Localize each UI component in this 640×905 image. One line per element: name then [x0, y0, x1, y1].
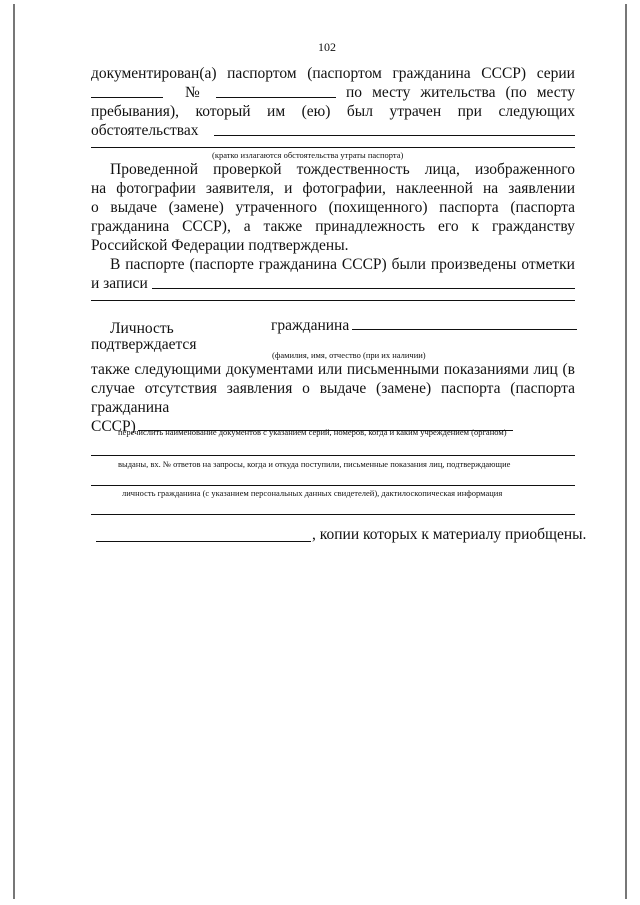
- circumstances-caption: (кратко излагаются обстоятельства утраты паспорта): [212, 150, 404, 160]
- s2-line2: на фотографии заявителя, и фотографии, наклеенной на заявлении: [91, 180, 575, 197]
- documents-caption-2: выданы, вх. № ответов на запросы, когда и откуда поступили, письменные показания лиц, подтверждающие: [118, 459, 511, 469]
- s4-line4: СССР): [91, 418, 136, 435]
- identity-label: Личность: [110, 320, 174, 337]
- s2-line5: Российской Федерации подтверждены.: [91, 237, 349, 254]
- records-line-1: [152, 288, 575, 289]
- citizen-label: гражданина: [271, 317, 350, 334]
- s4-line1: также следующими документами или письменными показаниями лиц (в: [91, 361, 575, 378]
- circumstances-line-1: [214, 135, 575, 136]
- s1-line1: документирован(а) паспортом (паспортом гражданина СССР) серии: [91, 65, 575, 82]
- circumstances-label: обстоятельствах: [91, 122, 199, 139]
- page-number: 102: [318, 40, 336, 54]
- number-sign: №: [185, 84, 200, 101]
- s1-line3: пребывания), который им (ею) был утрачен при следующих: [91, 103, 575, 120]
- s3-line1: В паспорте (паспорте гражданина СССР) были произведены отметки: [110, 256, 575, 273]
- documents-line-2: [91, 455, 575, 456]
- documents-line-4: [91, 514, 575, 515]
- documents-line-3: [91, 485, 575, 486]
- documents-caption-3: личность гражданина (с указанием персональных данных свидетелей), дактилоскопическая информация: [122, 488, 503, 498]
- documents-caption-1: перечислить наименование документов с указанием серий, номеров, когда и каким учреждением (органом): [118, 427, 507, 437]
- number-blank-line: [216, 97, 336, 98]
- s2-line3: о выдаче (замене) утраченного (похищенного) паспорта (паспорта: [91, 199, 575, 216]
- s1-line2: по месту жительства (по месту: [346, 84, 575, 101]
- name-caption: (фамилия, имя, отчество (при их наличии): [272, 350, 426, 360]
- circumstances-line-2: [91, 147, 575, 148]
- s2-line4: гражданина СССР), а также принадлежность его к гражданству: [91, 218, 575, 235]
- copies-line: [96, 541, 311, 542]
- series-blank-line: [91, 97, 163, 98]
- confirmed-label: подтверждается: [91, 336, 197, 353]
- records-label: и записи: [91, 275, 148, 292]
- s2-line1: Проведенной проверкой тождественность лица, изображенного: [110, 161, 575, 178]
- citizen-name-line: [352, 329, 577, 330]
- s4-line2: случае отсутствия заявления о выдаче (замене) паспорта (паспорта: [91, 380, 575, 397]
- copies-text: , копии которых к материалу приобщены.: [312, 526, 587, 543]
- records-line-2: [91, 300, 575, 301]
- s4-line3: гражданина: [91, 399, 170, 416]
